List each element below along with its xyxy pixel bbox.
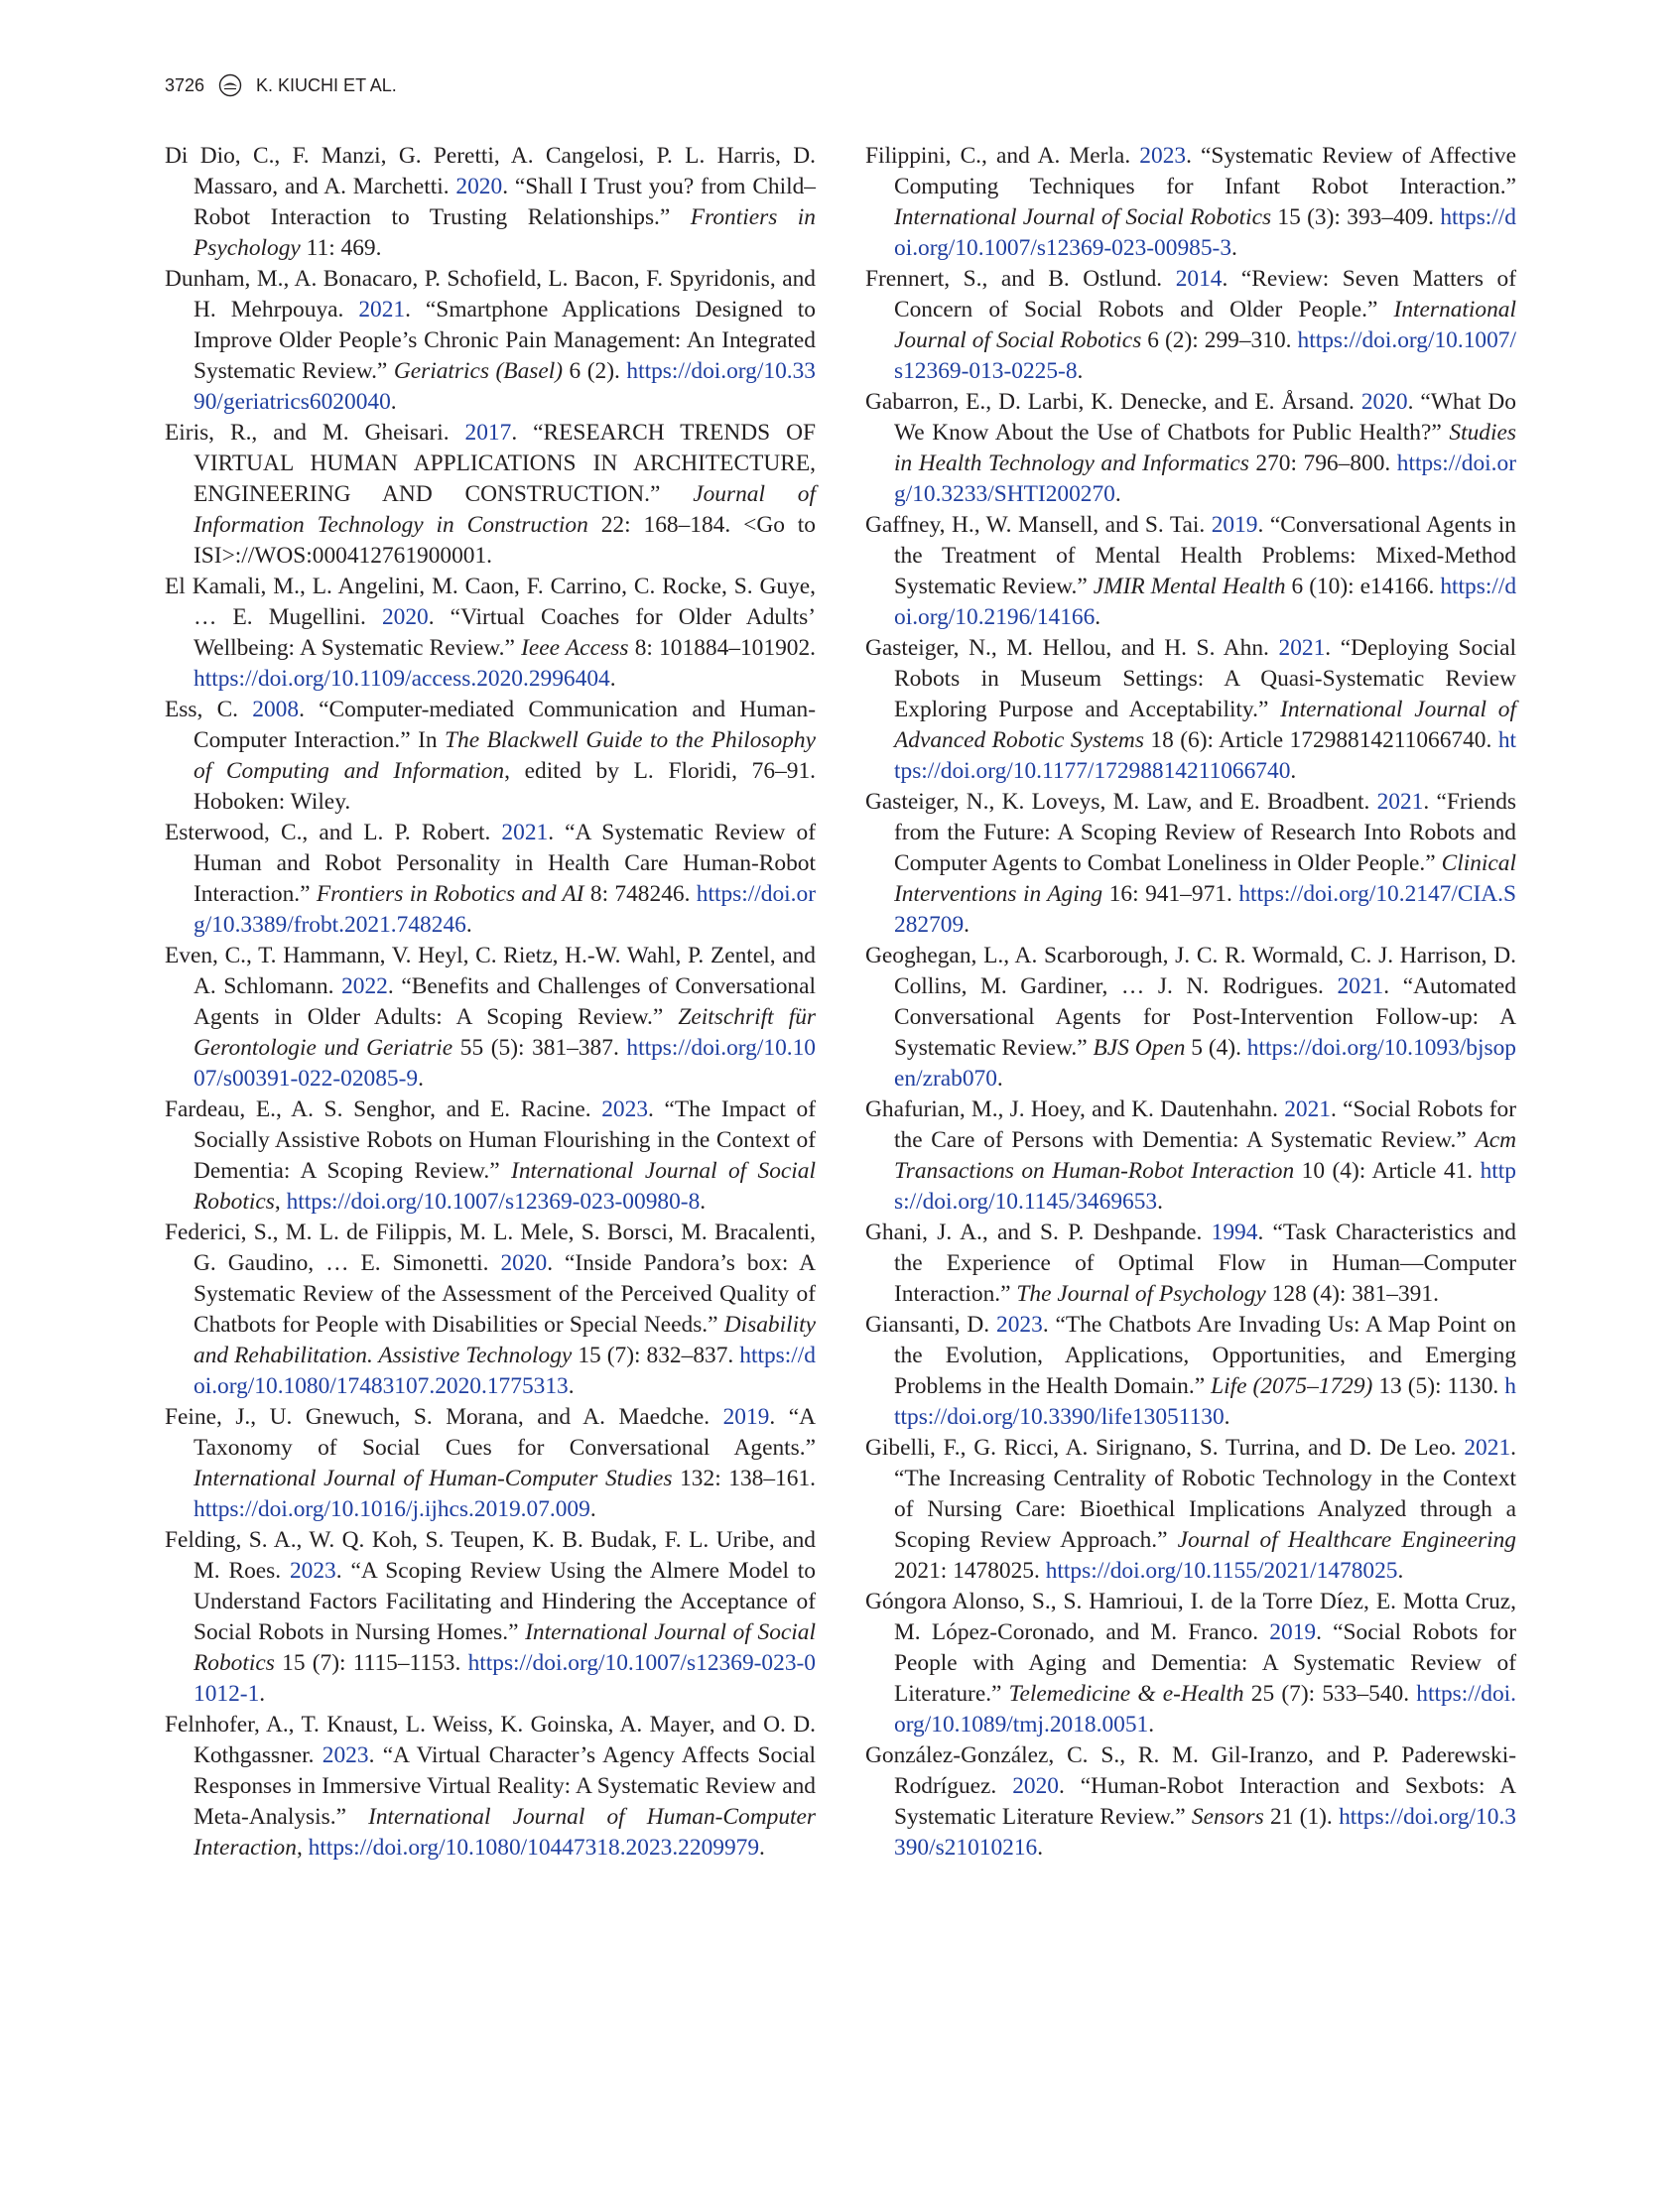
reference-doi-link[interactable]: https://doi.org/10.1007/s12369-023-01012-1 (194, 1650, 816, 1707)
reference-details: 22: 168–184. <Go to ISI>://WOS:000412761900001. (194, 512, 817, 569)
reference-year-link[interactable]: 2008 (252, 697, 300, 722)
reference-authors: Ghafurian, M., J. Hoey, and K. Dautenhahn. (865, 1096, 1285, 1122)
reference-doi-link[interactable]: https://doi.org/10.3390/s21010216 (894, 1804, 1516, 1861)
reference-title: . “A Scoping Review Using the Almere Model to Understand Factors Facilitating and Hindering the Acceptance of Social Robots in Nursing Homes.” (194, 1558, 816, 1645)
reference-year-link[interactable]: 2021 (358, 297, 406, 322)
reference-authors: El Kamali, M., L. Angelini, M. Caon, F. Carrino, C. Rocke, S. Guye, … E. Mugellini. (165, 574, 816, 630)
reference-source: Journal of Healthcare Engineering (1177, 1527, 1516, 1553)
reference-details: 10 (4): Article 41. (1294, 1158, 1481, 1184)
reference-details: 18 (6): Article 17298814211066740. (1143, 727, 1498, 753)
reference-doi-link[interactable]: https://doi.org/10.2147/CIA.S282709 (894, 881, 1516, 938)
reference-entry: Federici, S., M. L. de Filippis, M. L. Mele, S. Borsci, M. Bracalenti, G. Gaudino, … E. Simonetti. 2020. “Inside Pandora’s box: A Systematic Review of the Assessment of the Perceived Quality of Chatbots for People with Disabilities or Special Needs.” Disability and Rehabilitation. Assistive Technology 15 (7): 832–837. https://doi.org/10.1080/17483107.2020.1775313. (165, 1220, 816, 1399)
reference-entry: Esterwood, C., and L. P. Robert. 2021. “A Systematic Review of Human and Robot Personality in Health Care Human-Robot Interaction.” Frontiers in Robotics and AI 8: 748246. https://doi.org/10.3389/frobt.2021.748246. (165, 820, 816, 938)
reference-title: . “The Chatbots Are Invading Us: A Map Point on the Evolution, Applications, Opportunities, and Emerging Problems in the Health Domain.” (894, 1312, 1516, 1399)
reference-source: Clinical Interventions in Aging (894, 850, 1516, 907)
reference-year-link[interactable]: 2023 (289, 1558, 336, 1584)
reference-title: . “What Do We Know About the Use of Chatbots for Public Health?” (894, 389, 1516, 446)
reference-source: JMIR Mental Health (1093, 574, 1286, 599)
reference-source: Sensors (1191, 1804, 1264, 1830)
reference-details: 21 (1). (1263, 1804, 1340, 1830)
reference-year-link[interactable]: 2023 (996, 1312, 1043, 1338)
reference-title: . “A Taxonomy of Social Cues for Conversational Agents.” (194, 1404, 816, 1461)
reference-year-link[interactable]: 2021 (501, 820, 549, 845)
reference-entry: Felnhofer, A., T. Knaust, L. Weiss, K. Goinska, A. Mayer, and O. D. Kothgassner. 2023. “A Virtual Character’s Agency Affects Social Responses in Immersive Virtual Reality: A Systematic Review and Meta-Analysis.” International Journal of Human-Computer Interaction, https://doi.org/10.1080/10447318.2023.2209979. (165, 1712, 816, 1861)
reference-details: 25 (7): 533–540. (1243, 1681, 1417, 1707)
running-head (165, 73, 397, 97)
reference-source: International Journal of Human-Computer Studies (194, 1466, 673, 1491)
reference-authors: Góngora Alonso, S., S. Hamrioui, I. de la Torre Díez, E. Motta Cruz, M. López-Coronado, and M. Franco. (865, 1589, 1516, 1645)
reference-authors: Federici, S., M. L. de Filippis, M. L. Mele, S. Borsci, M. Bracalenti, G. Gaudino, … E. Simonetti. (165, 1220, 816, 1276)
reference-source: International Journal of Human-Computer Interaction (194, 1804, 816, 1861)
reference-doi-link[interactable]: https://doi.org/10.1007/s12369-023-00985-3 (894, 204, 1516, 261)
reference-entry: Gasteiger, N., K. Loveys, M. Law, and E. Broadbent. 2021. “Friends from the Future: A Scoping Review of Research Into Robots and Computer Agents to Combat Loneliness in Older People.” Clinical Interventions in Aging 16: 941–971. https://doi.org/10.2147/CIA.S282709. (865, 789, 1517, 938)
reference-doi-link[interactable]: https://doi.org/10.1080/17483107.2020.1775313 (194, 1343, 816, 1399)
reference-details: 2021: 1478025. (894, 1558, 1046, 1584)
reference-entry: Gibelli, F., G. Ricci, A. Sirignano, S. Turrina, and D. De Leo. 2021. “The Increasing Centrality of Robotic Technology in the Context of Nursing Care: Bioethical Implications Analyzed through a Scoping Review Approach.” Journal of Healthcare Engineering 2021: 1478025. https://doi.org/10.1155/2021/1478025. (865, 1435, 1516, 1584)
reference-year-link[interactable]: 2022 (341, 973, 388, 999)
reference-authors: Ghani, J. A., and S. P. Deshpande. (865, 1220, 1212, 1245)
reference-year-link[interactable]: 2021 (1284, 1096, 1331, 1122)
reference-authors: González-González, C. S., R. M. Gil-Iranzo, and P. Paderewski-Rodríguez. (865, 1742, 1516, 1799)
reference-doi-link[interactable]: https://doi.org/10.3389/frobt.2021.748246 (194, 881, 816, 938)
reference-authors: Eiris, R., and M. Gheisari. (165, 420, 465, 446)
reference-title: . “Task Characteristics and the Experience of Optimal Flow in Human—Computer Interaction.” (894, 1220, 1516, 1307)
reference-details: 11: 469. (300, 235, 382, 261)
reference-year-link[interactable]: 2021 (1337, 973, 1384, 999)
reference-title: . “The Increasing Centrality of Robotic Technology in the Context of Nursing Care: Bioethical Implications Analyzed through a Scoping Review Approach.” (894, 1435, 1516, 1553)
reference-year-link[interactable]: 2021 (1278, 635, 1326, 661)
reference-entry (165, 418, 816, 572)
reference-source: Studies in Health Technology and Informatics (894, 420, 1516, 476)
reference-year-link[interactable]: 2020 (381, 604, 429, 630)
reference-entry (165, 141, 816, 264)
reference-year-link[interactable]: 2020 (1360, 389, 1408, 415)
references-left-column (165, 141, 816, 1864)
reference-doi-link[interactable]: https://doi.org/10.3390/geriatrics6020040 (194, 358, 816, 415)
reference-year-link[interactable]: 2017 (464, 420, 512, 446)
reference-details: 8: 101884–101902. (628, 635, 817, 661)
reference-authors: Fardeau, E., A. S. Senghor, and E. Racine. (165, 1096, 602, 1122)
reference-title: . “Computer-mediated Communication and Human-Computer Interaction.” In (194, 697, 816, 753)
reference-year-link[interactable]: 2023 (601, 1096, 649, 1122)
reference-authors: Filippini, C., and A. Merla. (865, 143, 1140, 169)
reference-source: Life (2075–1729) (1211, 1373, 1373, 1399)
reference-title: . “Social Robots for People with Aging and Dementia: A Systematic Review of Literature.” (894, 1619, 1516, 1707)
reference-doi-link[interactable]: https://doi.org/10.1155/2021/1478025 (1045, 1558, 1398, 1584)
reference-details: 55 (5): 381–387. (452, 1035, 627, 1061)
reference-title: . “Review: Seven Matters of Concern of Social Robots and Older People.” (894, 266, 1516, 322)
reference-year-link[interactable]: 2023 (1139, 143, 1187, 169)
reference-entry: Frennert, S., and B. Ostlund. 2014. “Review: Seven Matters of Concern of Social Robots and Older People.” International Journal of Social Robotics 6 (2): 299–310. https://doi.org/10.1007/s12369-013-0225-8. (865, 266, 1516, 384)
reference-details: , edited by L. Floridi, 76–91. Hoboken: Wiley. (194, 758, 816, 815)
reference-entry: Filippini, C., and A. Merla. 2023. “Systematic Review of Affective Computing Techniques for Infant Robot Interaction.” International Journal of Social Robotics 15 (3): 393–409. https://doi.org/10.1007/s12369-023-00985-3. (865, 143, 1516, 261)
reference-title: . “Deploying Social Robots in Museum Settings: A Quasi-Systematic Review Exploring Purpose and Acceptability.” (894, 635, 1516, 722)
reference-year-link[interactable]: 2019 (1269, 1619, 1317, 1645)
reference-doi-link[interactable]: https://doi.org/10.3233/SHTI200270 (894, 450, 1516, 507)
reference-entry (165, 695, 816, 818)
reference-doi-link[interactable]: https://doi.org/10.1145/3469653 (894, 1158, 1516, 1215)
reference-title: . “Conversational Agents in the Treatment of Mental Health Problems: Mixed-Method Systematic Review.” (894, 512, 1516, 599)
reference-doi-link[interactable]: https://doi.org/10.1089/tmj.2018.0051 (894, 1681, 1516, 1738)
reference-year-link[interactable]: 2021 (1464, 1435, 1511, 1461)
reference-authors: Giansanti, D. (865, 1312, 997, 1338)
reference-doi-link[interactable]: https://doi.org/10.2196/14166 (894, 574, 1517, 630)
reference-source: Zeitschrift für Gerontologie und Geriatrie (194, 1004, 817, 1061)
running-head-authors: K. KIUCHI ET AL. (256, 74, 397, 95)
reference-entry: Góngora Alonso, S., S. Hamrioui, I. de la Torre Díez, E. Motta Cruz, M. López-Coronado, and M. Franco. 2019. “Social Robots for People with Aging and Dementia: A Systematic Review of Literature.” Telemedicine & e-Health 25 (7): 533–540. https://doi.org/10.1089/tmj.2018.0051. (865, 1589, 1516, 1738)
reference-title: . “Human-Robot Interaction and Sexbots: A Systematic Literature Review.” (894, 1773, 1516, 1830)
reference-source: Telemedicine & e-Health (1008, 1681, 1244, 1707)
reference-year-link[interactable]: 2020 (455, 174, 503, 199)
reference-authors: Gabarron, E., D. Larbi, K. Denecke, and E. Årsand. (865, 389, 1361, 415)
reference-authors: Geoghegan, L., A. Scarborough, J. C. R. Wormald, C. J. Harrison, D. Collins, M. Gardiner, … J. N. Rodrigues. (865, 943, 1516, 999)
reference-title: . “A Virtual Character’s Agency Affects Social Responses in Immersive Virtual Reality: A Systematic Review and Meta-Analysis.” (194, 1742, 816, 1830)
reference-source: Acm Transactions on Human-Robot Interaction (894, 1127, 1516, 1184)
reference-title: . “Shall I Trust you? from Child–Robot Interaction to Trusting Relationships.” (194, 174, 817, 230)
reference-authors: Feine, J., U. Gnewuch, S. Morana, and A. Maedche. (165, 1404, 723, 1430)
reference-title: . “Virtual Coaches for Older Adults’ Wellbeing: A Systematic Review.” (194, 604, 816, 661)
reference-details: 15 (3): 393–409. (1271, 204, 1441, 230)
reference-details: 128 (4): 381–391. (1265, 1281, 1439, 1307)
reference-entry: Feine, J., U. Gnewuch, S. Morana, and A. Maedche. 2019. “A Taxonomy of Social Cues for Conversational Agents.” International Journal of Human-Computer Studies 132: 138–161. https://doi.org/10.1016/j.ijhcs.2019.07.009. (165, 1404, 816, 1522)
reference-details: 15 (7): 832–837. (572, 1343, 740, 1368)
reference-source: The Journal of Psychology (1016, 1281, 1266, 1307)
reference-entry: Geoghegan, L., A. Scarborough, J. C. R. Wormald, C. J. Harrison, D. Collins, M. Gardiner, … J. N. Rodrigues. 2021. “Automated Conversational Agents for Post-Intervention Follow-up: A Systematic Review.” BJS Open 5 (4). https://doi.org/10.1093/bjsopen/zrab070. (865, 943, 1517, 1092)
reference-authors: Gaffney, H., W. Mansell, and S. Tai. (865, 512, 1212, 538)
reference-details: 270: 796–800. (1248, 450, 1397, 476)
reference-authors: Ess, C. (165, 697, 253, 722)
reference-details: 132: 138–161. (672, 1466, 816, 1491)
reference-doi-link[interactable]: https://doi.org/10.1109/access.2020.2996404 (194, 666, 610, 692)
reference-doi-link[interactable]: https://doi.org/10.1007/s12369-023-00980-8 (286, 1189, 701, 1215)
reference-authors: Dunham, M., A. Bonacaro, P. Schofield, L. Bacon, F. Spyridonis, and H. Mehrpouya. (165, 266, 816, 322)
reference-title: . “Automated Conversational Agents for Post-Intervention Follow-up: A Systematic Review.” (894, 973, 1517, 1061)
reference-title: . “RESEARCH TRENDS OF VIRTUAL HUMAN APPLICATIONS IN ARCHITECTURE, ENGINEERING AND CONSTRUCTION.” (194, 420, 816, 507)
reference-authors: Gibelli, F., G. Ricci, A. Sirignano, S. Turrina, and D. De Leo. (865, 1435, 1465, 1461)
reference-entry: Gaffney, H., W. Mansell, and S. Tai. 2019. “Conversational Agents in the Treatment of Mental Health Problems: Mixed-Method Systematic Review.” JMIR Mental Health 6 (10): e14166. https://doi.org/10.2196/14166. (865, 512, 1517, 630)
reference-title: . “Inside Pandora’s box: A Systematic Review of the Assessment of the Perceived Quality of Chatbots for People with Disabilities or Special Needs.” (194, 1250, 816, 1338)
reference-details: 6 (2): 299–310. (1141, 327, 1298, 353)
reference-year-link[interactable]: 2020 (500, 1250, 548, 1276)
reference-entry: Felding, S. A., W. Q. Koh, S. Teupen, K. B. Budak, F. L. Uribe, and M. Roes. 2023. “A Scoping Review Using the Almere Model to Understand Factors Facilitating and Hindering the Acceptance of Social Robots in Nursing Homes.” International Journal of Social Robotics 15 (7): 1115–1153. https://doi.org/10.1007/s12369-023-01012-1. (165, 1527, 816, 1707)
reference-doi-link[interactable]: https://doi.org/10.1080/10447318.2023.2209979 (308, 1835, 760, 1861)
reference-authors: Gasteiger, N., K. Loveys, M. Law, and E. Broadbent. (865, 789, 1377, 815)
reference-details: 16: 941–971. (1102, 881, 1239, 907)
reference-title: . “Benefits and Challenges of Conversational Agents in Older Adults: A Scoping Review.” (194, 973, 816, 1030)
reference-title: . “Social Robots for the Care of Persons with Dementia: A Systematic Review.” (894, 1096, 1516, 1153)
reference-title: . “Smartphone Applications Designed to Improve Older People’s Chronic Pain Management: An Integrated Systematic Review.” (194, 297, 816, 384)
reference-source: Frontiers in Psychology (194, 204, 816, 261)
reference-title: . “Systematic Review of Affective Computing Techniques for Infant Robot Interaction.” (894, 143, 1516, 199)
reference-title: . “Friends from the Future: A Scoping Review of Research Into Robots and Computer Agents to Combat Loneliness in Older People.” (894, 789, 1517, 876)
reference-authors: Felding, S. A., W. Q. Koh, S. Teupen, K. B. Budak, F. L. Uribe, and M. Roes. (165, 1527, 816, 1584)
reference-source: International Journal of Social Robotics (194, 1619, 816, 1676)
reference-entry: Fardeau, E., A. S. Senghor, and E. Racine. 2023. “The Impact of Socially Assistive Robots on Human Flourishing in the Context of Dementia: A Scoping Review.” International Journal of Social Robotics, https://doi.org/10.1007/s12369-023-00980-8. (165, 1096, 816, 1215)
reference-source: The Blackwell Guide to the Philosophy of Computing and Information (194, 727, 816, 784)
page-number: 3726 (165, 74, 205, 95)
reference-title: . “The Impact of Socially Assistive Robots on Human Flourishing in the Context of Dementia: A Scoping Review.” (194, 1096, 816, 1184)
reference-authors: Di Dio, C., F. Manzi, G. Peretti, A. Cangelosi, P. L. Harris, D. Massaro, and A. Marchetti. (165, 143, 816, 199)
reference-source: International Journal of Social Robotics (894, 297, 1516, 353)
reference-year-link[interactable]: 2019 (722, 1404, 770, 1430)
references-right-column (865, 141, 1516, 1864)
reference-authors: Felnhofer, A., T. Knaust, L. Weiss, K. Goinska, A. Mayer, and O. D. Kothgassner. (165, 1712, 816, 1768)
reference-doi-link[interactable]: https://doi.org/10.1016/j.ijhcs.2019.07.009 (194, 1496, 590, 1522)
reference-source: International Journal of Social Robotics (194, 1158, 816, 1215)
reference-doi-link[interactable]: https://doi.org/10.3390/life13051130 (894, 1373, 1516, 1430)
reference-source: Geriatrics (Basel) (393, 358, 564, 384)
reference-source: Journal of Information Technology in Construction (194, 481, 816, 538)
reference-authors: Frennert, S., and B. Ostlund. (865, 266, 1176, 292)
reference-year-link[interactable]: 2020 (1012, 1773, 1059, 1799)
reference-year-link[interactable]: 2019 (1211, 512, 1258, 538)
reference-entry: Ghafurian, M., J. Hoey, and K. Dautenhahn. 2021. “Social Robots for the Care of Persons with Dementia: A Systematic Review.” Acm Transactions on Human-Robot Interaction 10 (4): Article 41. https://doi.org/10.1145/3469653. (865, 1096, 1516, 1215)
reference-authors: Esterwood, C., and L. P. Robert. (165, 820, 502, 845)
reference-entry (865, 1218, 1516, 1310)
reference-year-link[interactable]: 2023 (322, 1742, 369, 1768)
reference-source: International Journal of Social Robotics (894, 204, 1272, 230)
reference-doi-link[interactable]: https://doi.org/10.1093/bjsopen/zrab070 (894, 1035, 1516, 1092)
reference-details: , (296, 1835, 309, 1861)
journal-logo-icon (218, 73, 242, 97)
reference-source: Frontiers in Robotics and AI (316, 881, 584, 907)
reference-details: 13 (5): 1130. (1372, 1373, 1505, 1399)
reference-entry: Gabarron, E., D. Larbi, K. Denecke, and E. Årsand. 2020. “What Do We Know About the Use of Chatbots for Public Health?” Studies in Health Technology and Informatics 270: 796–800. https://doi.org/10.3233/SHTI200270. (865, 389, 1516, 507)
reference-details: 8: 748246. (583, 881, 697, 907)
reference-doi-link[interactable]: https://doi.org/10.1177/17298814211066740 (894, 727, 1517, 784)
reference-source: BJS Open (1093, 1035, 1186, 1061)
reference-entry: González-González, C. S., R. M. Gil-Iranzo, and P. Paderewski-Rodríguez. 2020. “Human-Robot Interaction and Sexbots: A Systematic Literature Review.” Sensors 21 (1). https://doi.org/10.3390/s21010216. (865, 1742, 1516, 1861)
reference-source: Ieee Access (521, 635, 629, 661)
reference-source: Disability and Rehabilitation. Assistive Technology (194, 1312, 816, 1368)
reference-authors: Even, C., T. Hammann, V. Heyl, C. Rietz, H.-W. Wahl, P. Zentel, and A. Schlomann. (165, 943, 816, 999)
reference-title: . “A Systematic Review of Human and Robot Personality in Health Care Human-Robot Interaction.” (194, 820, 816, 907)
reference-entry: El Kamali, M., L. Angelini, M. Caon, F. Carrino, C. Rocke, S. Guye, … E. Mugellini. 2020. “Virtual Coaches for Older Adults’ Wellbeing: A Systematic Review.” Ieee Access 8: 101884–101902. https://doi.org/10.1109/access.2020.2996404. (165, 574, 817, 692)
reference-year-link[interactable]: 1994 (1211, 1220, 1258, 1245)
reference-year-link[interactable]: 2021 (1376, 789, 1424, 815)
reference-details: 15 (7): 1115–1153. (274, 1650, 468, 1676)
reference-doi-link[interactable]: https://doi.org/10.1007/s00391-022-02085-9 (194, 1035, 816, 1092)
reference-entry: Giansanti, D. 2023. “The Chatbots Are Invading Us: A Map Point on the Evolution, Applications, Opportunities, and Emerging Problems in the Health Domain.” Life (2075–1729) 13 (5): 1130. https://doi.org/10.3390/life13051130. (865, 1312, 1516, 1430)
reference-authors: Gasteiger, N., M. Hellou, and H. S. Ahn. (865, 635, 1279, 661)
reference-entry: Dunham, M., A. Bonacaro, P. Schofield, L. Bacon, F. Spyridonis, and H. Mehrpouya. 2021. “Smartphone Applications Designed to Improve Older People’s Chronic Pain Management: An Integrated Systematic Review.” Geriatrics (Basel) 6 (2). https://doi.org/10.3390/geriatrics6020040. (165, 266, 816, 415)
reference-details: 6 (2). (563, 358, 627, 384)
reference-entry: Even, C., T. Hammann, V. Heyl, C. Rietz, H.-W. Wahl, P. Zentel, and A. Schlomann. 2022. “Benefits and Challenges of Conversational Agents in Older Adults: A Scoping Review.” Zeitschrift für Gerontologie und Geriatrie 55 (5): 381–387. https://doi.org/10.1007/s00391-022-02085-9. (165, 943, 817, 1092)
reference-source: International Journal of Advanced Robotic Systems (894, 697, 1516, 753)
reference-year-link[interactable]: 2014 (1175, 266, 1223, 292)
reference-details: 6 (10): e14166. (1285, 574, 1441, 599)
reference-doi-link[interactable]: https://doi.org/10.1007/s12369-013-0225-8 (894, 327, 1516, 384)
reference-entry: Gasteiger, N., M. Hellou, and H. S. Ahn. 2021. “Deploying Social Robots in Museum Settings: A Quasi-Systematic Review Exploring Purpose and Acceptability.” International Journal of Advanced Robotic Systems 18 (6): Article 17298814211066740. https://doi.org/10.1177/17298814211066740. (865, 635, 1517, 784)
reference-details: , (274, 1189, 287, 1215)
reference-details: 5 (4). (1185, 1035, 1247, 1061)
